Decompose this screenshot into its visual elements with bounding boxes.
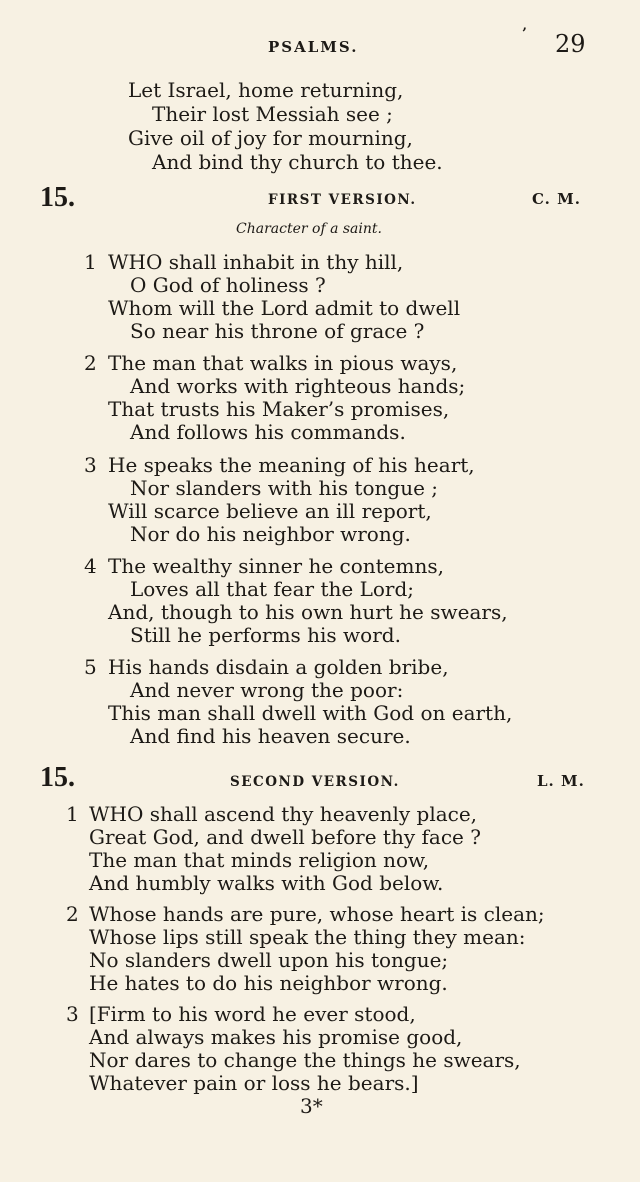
verse-line: Their lost Messiah see ; [152,102,393,126]
verse-line: WHO shall inhabit in thy hill, [108,250,404,274]
stanza-number: 5 [84,655,97,679]
verse-line: [Firm to his word he ever stood, [89,1002,416,1026]
hymn-subtitle: Character of a saint. [236,221,382,237]
meter-label: L. M. [537,772,585,790]
verse-line: And find his heaven secure. [130,724,411,748]
verse-line: Will scarce believe an ill report, [108,499,432,523]
hymn-number: 15. [40,762,75,793]
signature-mark: 3* [300,1094,323,1118]
printer-mark: ’ [522,26,527,42]
verse-line: No slanders dwell upon his tongue; [89,948,449,972]
stanza-number: 1 [84,250,97,274]
version-heading: FIRST VERSION. [268,192,417,208]
verse-line: Let Israel, home returning, [128,78,404,102]
verse-line: He hates to do his neighbor wrong. [89,971,448,995]
verse-line: The man that minds religion now, [89,848,430,872]
verse-line: The man that walks in pious ways, [108,351,458,375]
verse-line: Whom will the Lord admit to dwell [108,296,461,320]
verse-line: Whose lips still speak the thing they mean: [89,925,526,949]
verse-line: Nor do his neighbor wrong. [130,522,411,546]
verse-line: He speaks the meaning of his heart, [108,453,475,477]
stanza-number: 3 [84,453,97,477]
verse-line: Whatever pain or loss he bears.] [89,1071,419,1095]
verse-line: Nor dares to change the things he swears, [89,1048,521,1072]
running-title: PSALMS. [268,38,359,56]
verse-line: WHO shall ascend thy heavenly place, [89,802,478,826]
stanza-number: 4 [84,554,97,578]
verse-line: And humbly walks with God below. [89,871,444,895]
verse-line: And works with righteous hands; [130,374,466,398]
stanza-number: 2 [66,902,79,926]
verse-line: His hands disdain a golden bribe, [108,655,449,679]
page-number: 29 [555,30,586,58]
verse-line: Great God, and dwell before thy face ? [89,825,481,849]
verse-line: Still he performs his word. [130,623,401,647]
verse-line: That trusts his Maker’s promises, [108,397,450,421]
meter-label: C. M. [532,190,581,208]
verse-line: And bind thy church to thee. [152,150,443,174]
verse-line: And follows his commands. [130,420,406,444]
hymn-number: 15. [40,182,75,213]
verse-line: And always makes his promise good, [89,1025,463,1049]
verse-line: Give oil of joy for mourning, [128,126,413,150]
version-heading: SECOND VERSION. [230,774,400,790]
verse-line: Nor slanders with his tongue ; [130,476,439,500]
verse-line: The wealthy sinner he contemns, [108,554,444,578]
verse-line: So near his throne of grace ? [130,319,425,343]
verse-line: This man shall dwell with God on earth, [108,701,513,725]
stanza-number: 1 [66,802,79,826]
verse-line: And never wrong the poor: [130,678,404,702]
verse-line: And, though to his own hurt he swears, [108,600,508,624]
stanza-number: 3 [66,1002,79,1026]
verse-line: O God of holiness ? [130,273,326,297]
stanza-number: 2 [84,351,97,375]
verse-line: Whose hands are pure, whose heart is clean; [89,902,545,926]
verse-line: Loves all that fear the Lord; [130,577,415,601]
